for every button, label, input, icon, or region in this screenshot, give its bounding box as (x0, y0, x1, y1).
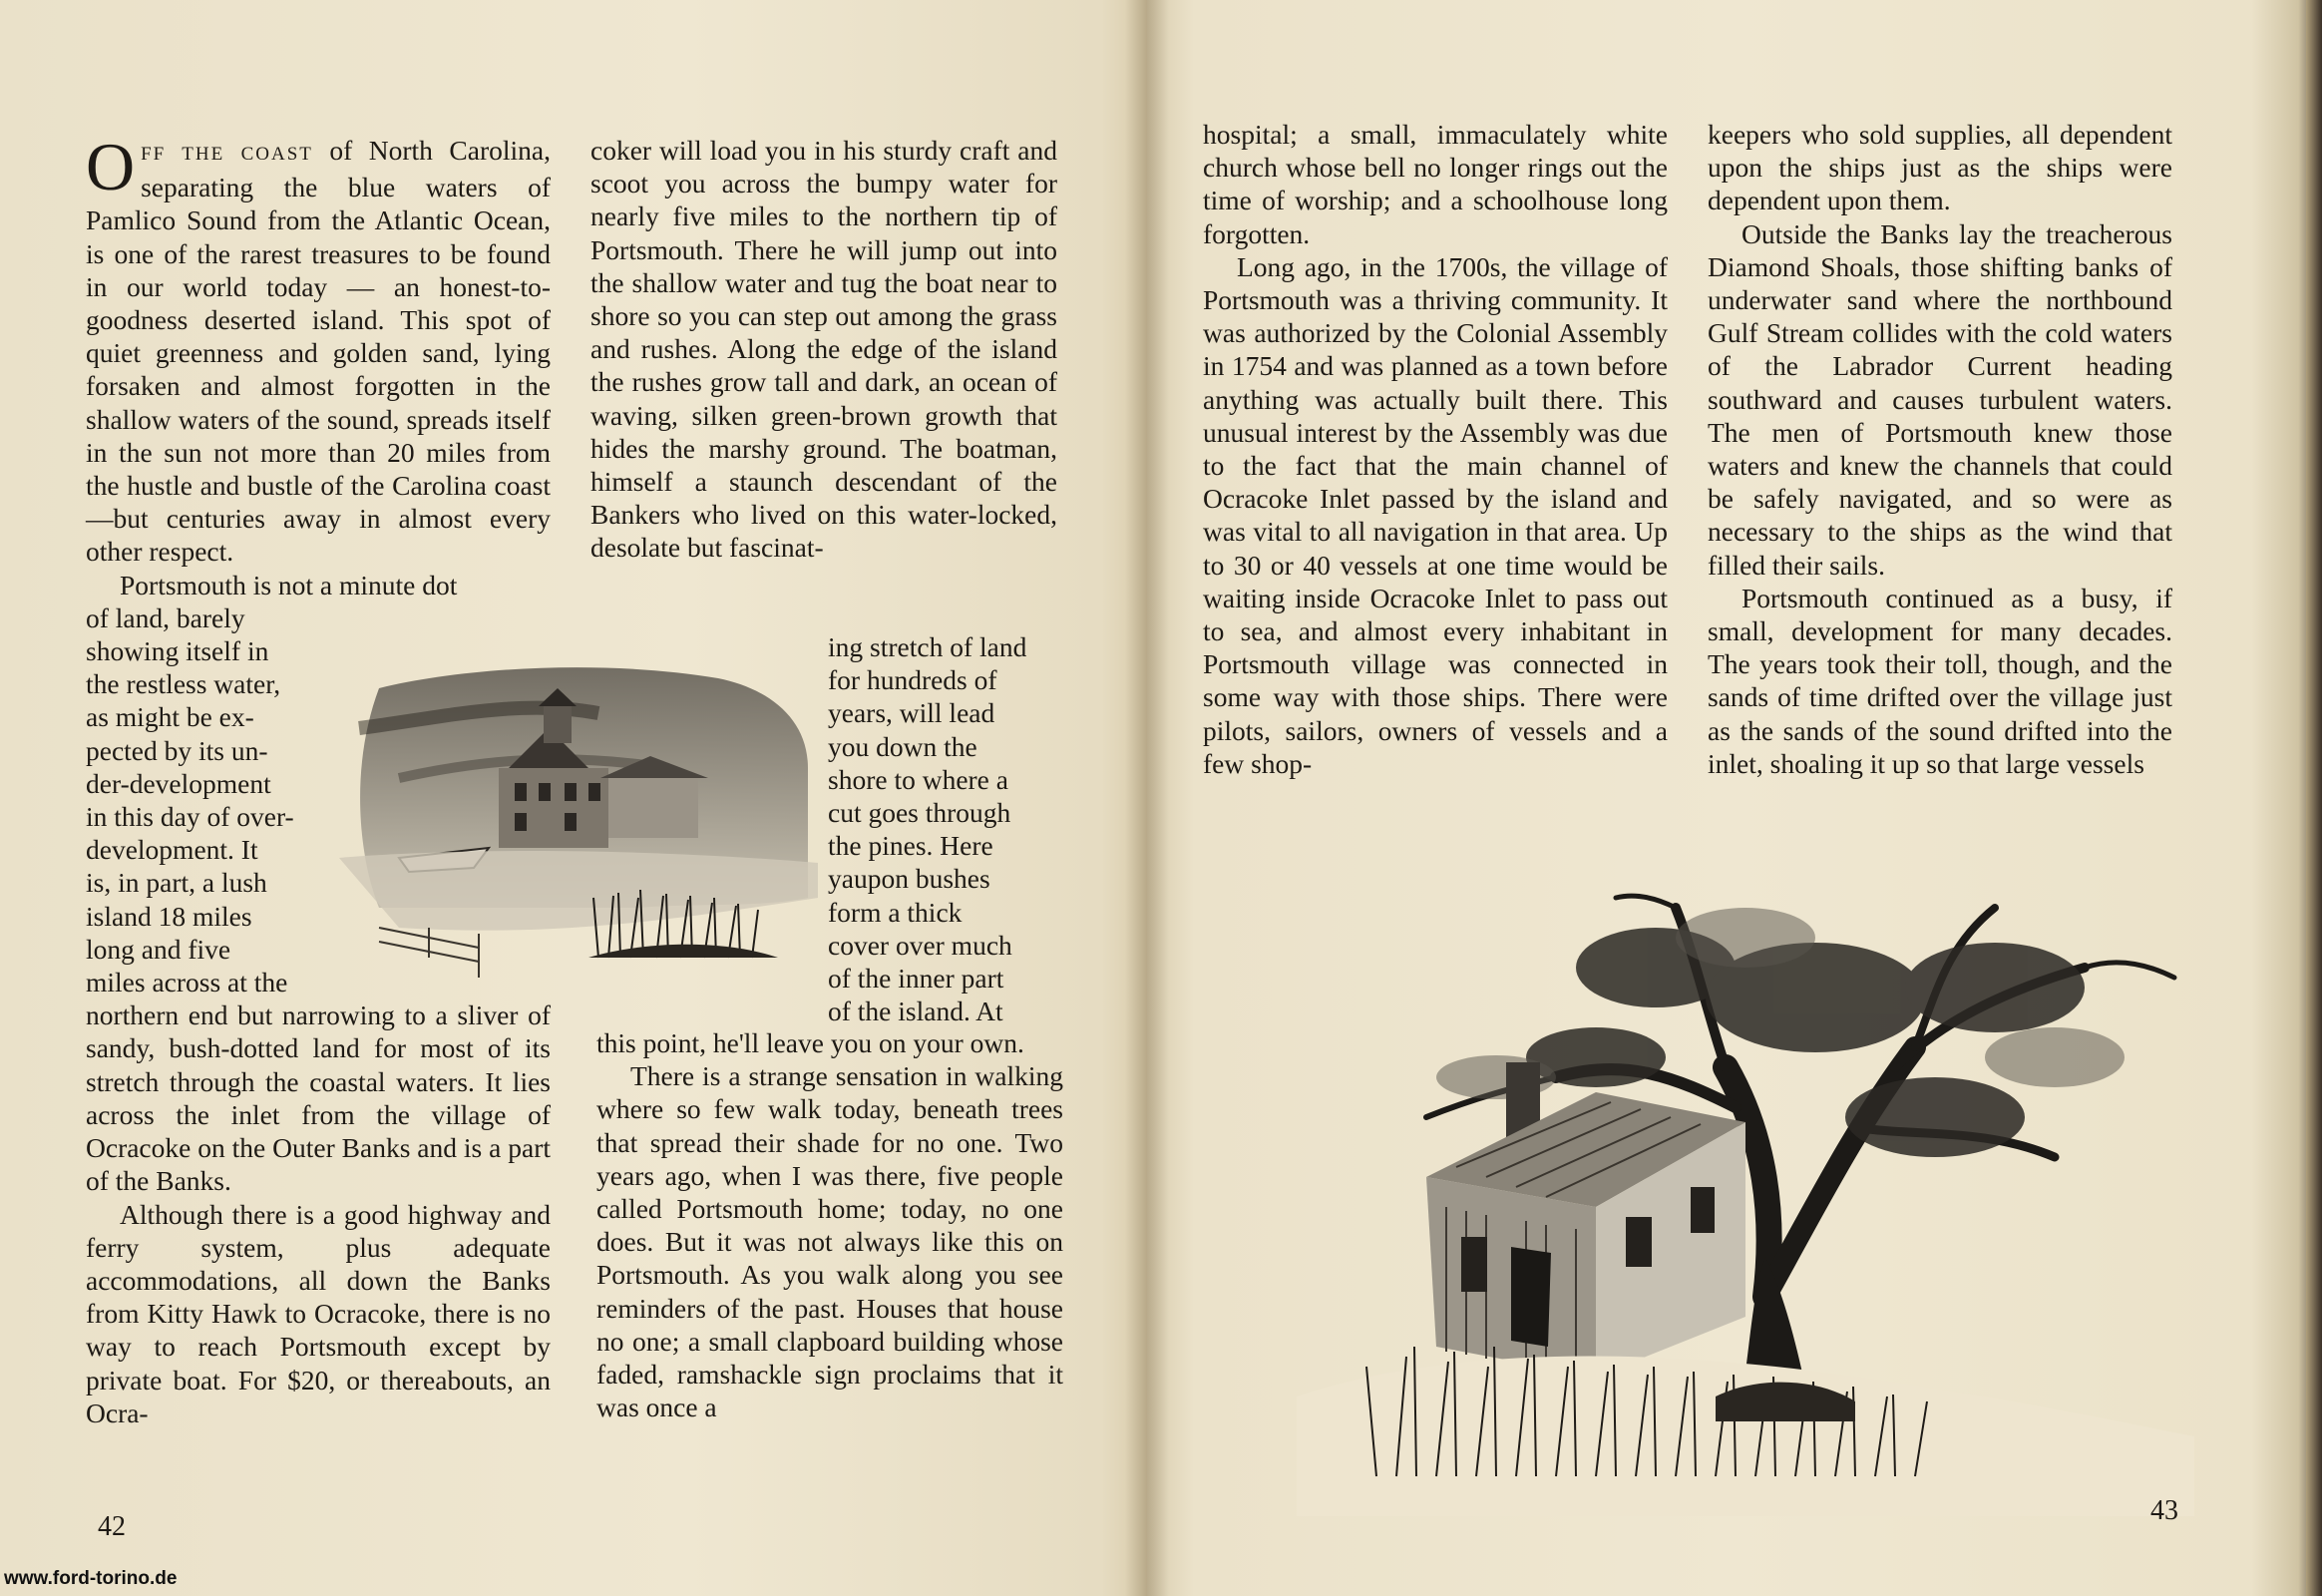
paragraph: Long ago, in the 1700s, the village of Portsmouth was a thriving community. It was authorized by the Colonial Assembly in 1754 and was planned as a town before anything was actually built there. This unusual interest by the Assembly was due to the fact that the main channel of Ocracoke Inlet passed by the island and was vital to all navigation in that area. Up to 30 or 40 vessels at one time would be waiting inside Ocracoke Inlet to pass out to sea, and almost every inhabitant in Portsmouth village was connected in some way with those ships. There were pilots, sailors, owners of vessels and a few shop- (1203, 250, 1668, 779)
book-gutter (1125, 0, 1169, 1596)
lead-small-caps: FF THE COAST (141, 144, 313, 165)
paragraph: keepers who sold supplies, all dependent upon the ships just as the ships were dependent upon them. (1708, 119, 2172, 216)
watermark: www.ford-torino.de (4, 1568, 178, 1589)
left-column-2-wrap: ing stretch of land for hundreds of years, will lead you down the shore to where a cut goes through the pines. Here yaupon bushes form a thick cover over much of the inner part of the island. At (828, 631, 1027, 1027)
paragraph: There is a strange sensation in walking where so few walk today, beneath trees that spread their shade for no one. Two years ago, when I was there, five people called Portsmouth home; today, no one does. But it was not always like this on Portsmouth. As you walk along you see reminders of the past. Houses that house no one; a small clapboard building whose faded, ramshackle sign proclaims that it was once a (596, 1060, 1063, 1423)
paragraph: this point, he'll leave you on your own. (596, 1027, 1024, 1058)
page-number-left: 42 (98, 1511, 126, 1542)
page-number-right: 43 (2150, 1495, 2178, 1526)
left-column-2 (590, 134, 1057, 565)
right-column-1 (1203, 118, 1668, 780)
paragraph: coker will load you in his sturdy craft and scoot you across the bumpy water for nearly five miles to the northern tip of Portsmouth. There he will jump out into the shallow water and tug the boat near to shore so you can step out among the grass and rushes. Along the edge of the island the rushes grow tall and dark, an ocean of waving, silken green-brown growth that hides the marshy ground. The boatman, himself a staunch descendant of the Bankers who lived on this water-locked, desolate but fascinat- (590, 135, 1057, 564)
cabin-tree-illustration (1297, 878, 2194, 1516)
paragraph: hospital; a small, immaculately white church whose bell no longer rings out the time of worship; and a schoolhouse long forgotten. (1203, 119, 1668, 249)
house-illustration (339, 658, 818, 988)
paragraph: Portsmouth continued as a busy, if small, development for many decades. The years took their toll, though, and the sands of time drifted over the village just as the sands of the sound drifted into the inlet, shoaling it up so that large vessels (1708, 582, 2172, 779)
paragraph: Although there is a good highway and ferry system, plus adequate accommodations, all down the Banks from Kitty Hawk to Ocracoke, there is no way to reach Portsmouth except by private boat. For $20, or thereabouts, an Ocra- (86, 1198, 551, 1428)
page-edge (2306, 0, 2322, 1596)
drop-cap: O (86, 129, 136, 204)
paragraph: northern end but narrowing to a sliver of sandy, bush-dotted land for most of its stretch through the coastal waters. It lies across the inlet from the village of Ocracoke on the Outer Banks and is a part of the Banks. (86, 999, 551, 1197)
wrapped-paragraph: Portsmouth is not a minute dot of land, barely showing itself in the restless water, as might be ex- pected by its un- der-development in this day of over- development. It is, in part, a lush island 18 miles long and five miles across at the (86, 569, 458, 998)
opening-paragraph: OFF THE COAST of North Carolina, separating the blue waters of Pamlico Sound from the Atlantic Ocean, is one of the rarest treasures to be found in our world today — an honest-to-goodness deserted island. This spot of quiet greenness and golden sand, lying forsaken and almost forgotten in the shallow waters of the sound, spreads itself in the sun not more than 20 miles from the hustle and bustle of the Carolina coast—but centuries away in almost every other respect. (86, 129, 551, 568)
left-column-2-bottom (596, 1026, 1063, 1423)
paragraph: Outside the Banks lay the treacherous Diamond Shoals, those shifting banks of underwater sand where the northbound Gulf Stream collides with the cold waters of the Labrador Current heading southward and causes turbulent waters. The men of Portsmouth knew those waters and knew the channels that could be safely navigated, and so were as necessary to the ships as the wind that filled their sails. (1708, 217, 2172, 581)
right-column-2 (1708, 118, 2172, 780)
